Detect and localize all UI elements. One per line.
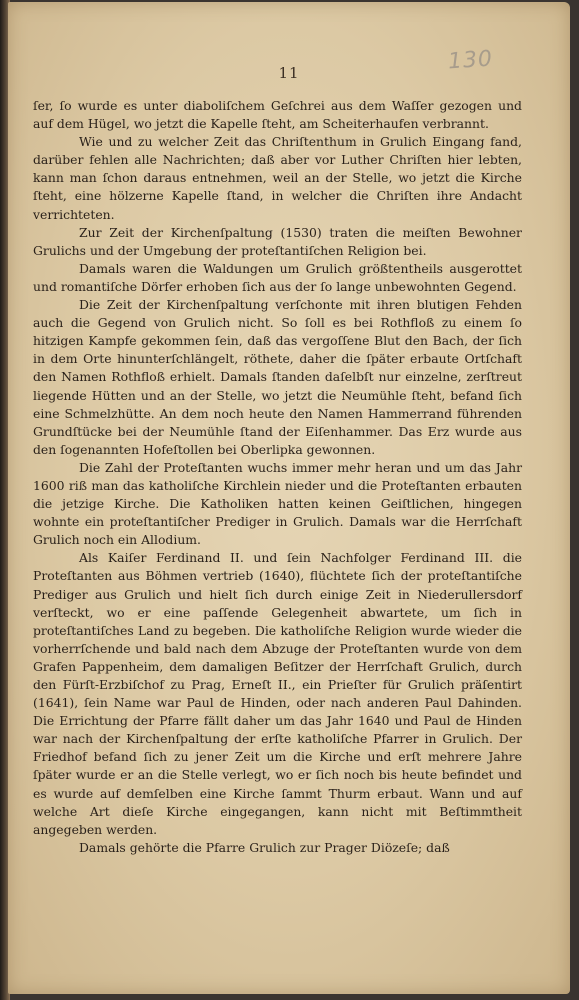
paragraph: Zur Zeit der Kirchenſpaltung (1530) traten die meiſten Bewohner Grulichs und der Umgebung der proteſtantiſchen Religion bei.: [33, 224, 522, 258]
paragraph: Damals gehörte die Pfarre Grulich zur Prager Diözeſe; daß: [79, 839, 450, 855]
paragraph: Die Zahl der Proteſtanten wuchs immer mehr heran und um das Jahr 1600 riß man das katholiſche Kirchlein nieder und die Proteſtanten erbauten die jetzige Kirche. Die Katholiken hatten keinen Geiſtlichen, hingegen wohnte ein proteſtantiſcher Prediger in Grulich. Damals war die Herrſchaft Grulich noch ein Allodium.: [33, 459, 522, 548]
paragraph: Als Kaiſer Ferdinand II. und ſein Nachfolger Ferdinand III. die Proteſtanten aus Böhmen vertrieb (1640), flüchtete ſich der proteſtantiſche Prediger aus Grulich und hielt ſich durch einige Zeit in Niederullersdorf verſteckt, wo er eine paſſende Gelegenheit abwartete, um ſich in proteſtantiſches Land zu begeben. Die katholiſche Religion wurde wieder die vorherrſchende und bald nach dem Abzuge der Proteſtanten wurde von dem Grafen Pappenheim, dem damaligen Beſitzer der Herrſchaft Grulich, durch den Fürſt-Erzbiſchof zu Prag, Erneſt II., ein Prieſter für Grulich präſentirt (1641), ſein Name war Paul de Hinden, oder nach anderen Paul Dahinden. Die Errichtung der Pfarre fällt daher um das Jahr 1640 und Paul de Hinden war nach der Kirchenſpaltung der erſte katholiſche Pfarrer in Grulich. Der Friedhof befand ſich zu jener Zeit um die Kirche und erſt mehrere Jahre ſpäter wurde er an die Stelle verlegt, wo er ſich noch bis heute befindet und es wurde auf demſelben eine Kirche ſammt Thurm erbaut. Wann und auf welche Art dieſe Kirche eingegangen, kann nicht mit Beſtimmtheit angegeben werden.: [33, 550, 522, 837]
book-page: [8, 2, 570, 994]
paragraph: ſer, ſo wurde es unter diaboliſchem Geſchrei aus dem Waſſer gezogen und auf dem Hügel, wo jetzt die Kapelle ſteht, am Scheiterhaufen verbrannt.: [33, 98, 522, 132]
paragraph: Die Zeit der Kirchenſpaltung verſchonte mit ihren blutigen Fehden auch die Gegend von Grulich nicht. So ſoll es bei Rothfloß zu einem ſo hitzigen Kampfe gekommen ſein, daß das vergoſſene Blut den Bach, der ſich in dem Orte hinunterſchlängelt, röthete, daher die ſpäter erbaute Ortſchaft den Namen Rothfloß erhielt. Damals ſtanden daſelbſt nur einzelne, zerſtreut liegende Hütten und an der Stelle, wo jetzt die Neumühle ſteht, befand ſich eine Schmelzhütte. An dem noch heute den Namen Hammerrand führenden Grundſtücke bei der Neumühle ſtand der Eiſenhammer. Das Erz wurde aus den ſogenannten Hofeſtollen bei Oberlipka gewonnen.: [33, 297, 522, 457]
page-body-text: [33, 97, 522, 857]
pencil-annotation: 130: [447, 46, 494, 75]
page-number: 11: [278, 64, 300, 82]
paragraph: Wie und zu welcher Zeit das Chriſtenthum in Grulich Eingang fand, darüber fehlen alle Nachrichten; daß aber vor Luther Chriſten hier lebten, kann man ſchon daraus entnehmen, weil an der Stelle, wo jetzt die Kirche ſteht, eine hölzerne Kapelle ſtand, in welcher die Chriſten ihre Andacht verrichteten.: [33, 134, 522, 222]
paragraph: Damals waren die Waldungen um Grulich größtentheils ausgerottet und romantiſche Dörfer erhoben ſich aus der ſo lange unbewohnten Gegend.: [33, 260, 522, 294]
